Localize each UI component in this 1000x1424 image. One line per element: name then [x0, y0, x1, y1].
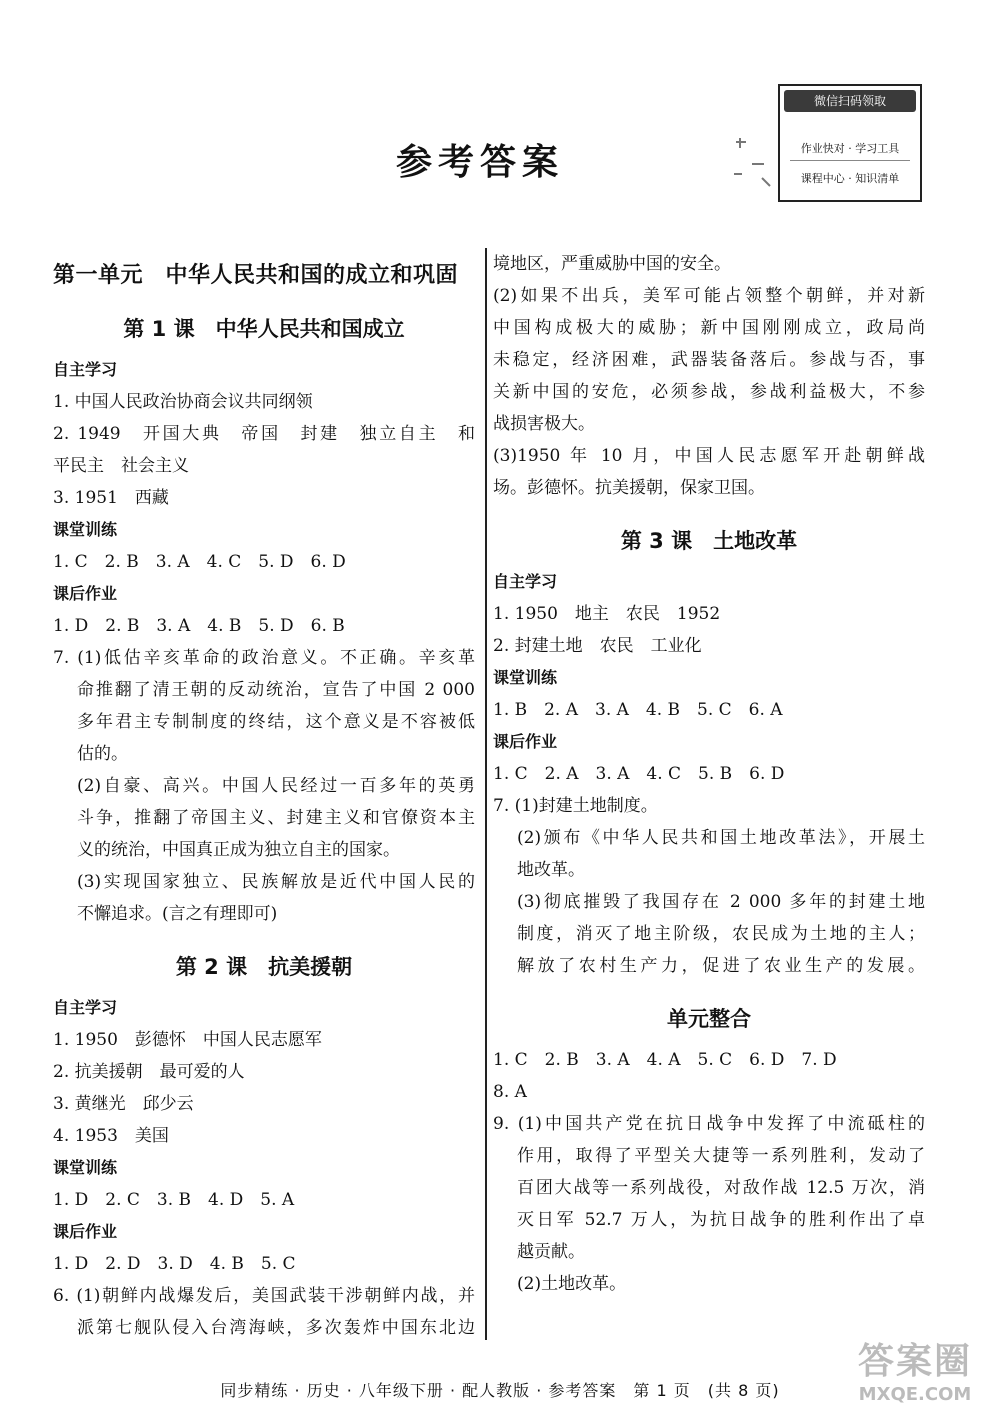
answer-line: 解放了农村生产力，促进了农业生产的发展。	[517, 956, 925, 976]
section-classroom: 课堂训练	[493, 668, 558, 687]
qr-badge	[778, 84, 922, 202]
answer-line: 1. D 2. D 3. D 4. B 5. C	[53, 1254, 296, 1274]
unit-review-title: 单元整合	[667, 1007, 751, 1031]
answer-line: 地改革。	[517, 860, 585, 880]
section-self-study: 自主学习	[53, 360, 118, 379]
section-classroom: 课堂训练	[53, 520, 118, 539]
answer-line: 场。彭德怀。抗美援朝，保家卫国。	[493, 478, 765, 498]
answer-line: 1. 1950 彭德怀 中国人民志愿军	[53, 1030, 322, 1050]
answer-line: 1. B 2. A 3. A 4. B 5. C 6. A	[493, 700, 783, 720]
section-homework: 课后作业	[53, 1222, 118, 1241]
left-column	[53, 248, 475, 1344]
answer-line: 1. D 2. C 3. B 4. D 5. A	[53, 1190, 295, 1210]
answer-line: 1. C 2. B 3. A 4. A 5. C 6. D 7. D	[493, 1050, 837, 1070]
badge-line-1: 作业快对 · 学习工具	[800, 142, 900, 155]
answer-line: 7. (1)低估辛亥革命的政治意义。不正确。辛亥革	[53, 648, 475, 668]
answer-line: 2. 抗美援朝 最可爱的人	[53, 1062, 245, 1082]
answer-line: 2. 封建土地 农民 工业化	[493, 636, 702, 656]
section-self-study: 自主学习	[53, 998, 118, 1017]
answer-line: 3. 1951 西藏	[53, 488, 169, 508]
answer-line: (2)如果不出兵，美军可能占领整个朝鲜，并对新	[493, 286, 925, 306]
answer-line: 平民主 社会主义	[53, 456, 189, 476]
answer-line: 制度，消灭了地主阶级，农民成为土地的主人；	[517, 924, 925, 944]
answer-line: 估的。	[77, 744, 128, 764]
answer-line: 作用，取得了平型关大捷等一系列胜利，发动了	[517, 1146, 925, 1166]
answer-line: (2)颁布《中华人民共和国土地改革法》，开展土	[517, 828, 925, 848]
section-homework: 课后作业	[53, 584, 118, 603]
badge-line-2: 课程中心 · 知识清单	[800, 172, 900, 185]
answer-line: 灭日军 52.7 万人，为抗日战争的胜利作出了卓	[517, 1210, 925, 1230]
answer-line: (2)土地改革。	[517, 1274, 627, 1294]
section-self-study: 自主学习	[493, 572, 558, 591]
answer-line: 中国构成极大的威胁；新中国刚刚成立，政局尚	[493, 318, 925, 338]
answer-line: 6. (1)朝鲜内战爆发后，美国武装干涉朝鲜内战，并	[53, 1286, 475, 1306]
watermark-logo	[840, 1340, 990, 1420]
lesson-1-title: 第 1 课 中华人民共和国成立	[123, 317, 405, 341]
answer-line: 未稳定，经济困难，武器装备落后。参战与否，事	[493, 350, 925, 370]
answer-line: 不懈追求。(言之有理即可)	[77, 904, 278, 924]
column-divider	[485, 248, 487, 1340]
answer-line: 斗争，推翻了帝国主义、封建主义和官僚资本主	[77, 808, 475, 828]
answer-line: 义的统治，中国真正成为独立自主的国家。	[77, 840, 400, 860]
answer-line: 3. 黄继光 邱少云	[53, 1094, 194, 1114]
answer-line: 越贡献。	[517, 1242, 585, 1262]
section-classroom: 课堂训练	[53, 1158, 118, 1177]
answer-line: 1. 中国人民政治协商会议共同纲领	[53, 392, 313, 412]
answer-line: 1. D 2. B 3. A 4. B 5. D 6. B	[53, 616, 345, 636]
answer-line: (3)实现国家独立、民族解放是近代中国人民的	[77, 872, 475, 892]
badge-separator	[790, 160, 910, 161]
section-homework: 课后作业	[493, 732, 558, 751]
answer-line: 命推翻了清王朝的反动统治，宣告了中国 2 000	[77, 680, 475, 700]
answer-line: 1. C 2. B 3. A 4. C 5. D 6. D	[53, 552, 346, 572]
answer-line: 战损害极大。	[493, 414, 595, 434]
right-column	[493, 248, 925, 1300]
answer-line: 8. A	[493, 1082, 527, 1102]
answer-line: 1. C 2. A 3. A 4. C 5. B 6. D	[493, 764, 785, 784]
answer-line: 百团大战等一系列战役，对敌作战 12.5 万次，消	[517, 1178, 925, 1198]
corner-decoration	[732, 134, 776, 190]
answer-line: (3)彻底摧毁了我国存在 2 000 多年的封建土地	[517, 892, 925, 912]
answer-line: 4. 1953 美国	[53, 1126, 169, 1146]
unit-title: 第一单元 中华人民共和国的成立和巩固	[53, 263, 459, 288]
answer-line: 7. (1)封建土地制度。	[493, 796, 658, 816]
page-footer: 同步精练 · 历史 · 八年级下册 · 配人教版 · 参考答案 第 1 页 (共 8 页)	[220, 1381, 780, 1400]
answer-line: 多年君主专制制度的终结，这个意义是不容被低	[77, 712, 475, 732]
watermark-url: MXQE.COM	[858, 1384, 972, 1405]
answer-line: 2. 1949 开国大典 帝国 封建 独立自主 和	[53, 424, 475, 444]
badge-header: 微信扫码领取	[784, 90, 916, 112]
answer-line: 派第七舰队侵入台湾海峡，多次轰炸中国东北边	[77, 1318, 475, 1338]
lesson-2-title: 第 2 课 抗美援朝	[175, 955, 353, 979]
page-title: 参考答案	[395, 142, 564, 183]
answer-line: 关新中国的安危，必须参战，参战利益极大，不参	[493, 382, 925, 402]
answer-line: (3)1950 年 10 月，中国人民志愿军开赴朝鲜战	[493, 446, 925, 466]
answer-line: (2)自豪、高兴。中国人民经过一百多年的英勇	[77, 776, 475, 796]
answer-line: 9. (1)中国共产党在抗日战争中发挥了中流砥柱的	[493, 1114, 925, 1134]
answer-line: 境地区，严重威胁中国的安全。	[493, 254, 731, 274]
answer-line: 1. 1950 地主 农民 1952	[493, 604, 721, 624]
watermark-text: 答案圈	[857, 1341, 972, 1382]
lesson-3-title: 第 3 课 土地改革	[620, 529, 798, 553]
